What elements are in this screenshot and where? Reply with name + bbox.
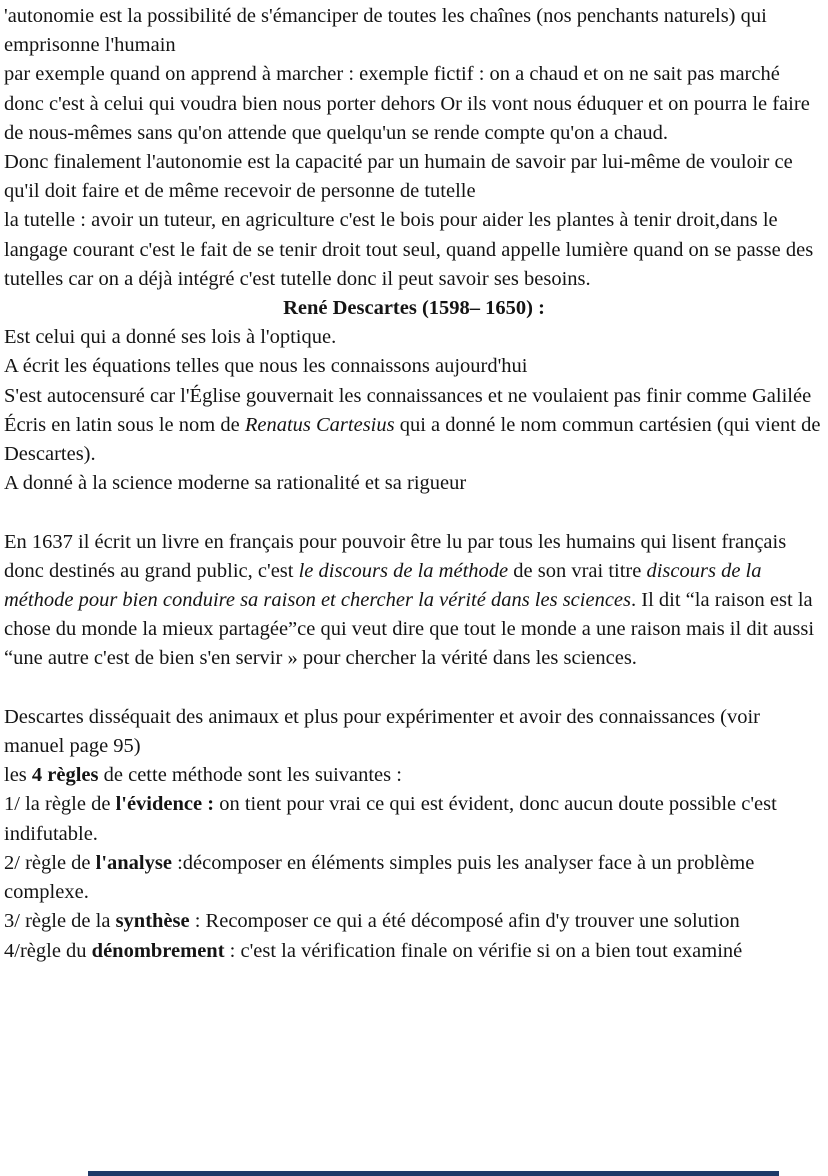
paragraph [4, 674, 824, 703]
text-run: A écrit les équations telles que nous les connaissons aujourd'hui [4, 355, 528, 378]
paragraph [4, 411, 824, 469]
paragraph [4, 352, 824, 381]
paragraph [4, 469, 824, 498]
text-run: S'est autocensuré car l'Église gouvernait les connaissances et ne voulaient pas finir comme Galilée [4, 384, 812, 407]
text-run: Donc finalement l'autonomie est la capacité par un humain de savoir par lui-même de vouloir ce qu'il doit faire et de même recevoir de personne de tutelle [4, 151, 793, 203]
text-run: Descartes disséquait des animaux et plus pour expérimenter et avoir des connaissances (voir manuel page 95) [4, 705, 760, 758]
text-run: : c'est la vérification finale on vérifie si on a bien tout examiné [224, 939, 743, 962]
text-run: Écris en latin sous le nom de [4, 413, 245, 436]
paragraph [4, 382, 824, 411]
paragraph [4, 148, 824, 206]
text-run: :décomposer en éléments simples puis les analyser face à un problème complexe. [4, 851, 755, 904]
paragraph [4, 206, 824, 294]
text-run: qui a donné le nom commun cartésien (qui vient de Descartes). [4, 413, 821, 466]
text-run: En 1637 il écrit un livre en français pour pouvoir être lu par tous les humains qui lisent français donc destinés au grand public, c'est [4, 530, 787, 582]
text-run: le discours de la méthode [298, 559, 509, 582]
text-run: : Recomposer ce qui a été décomposé afin d'y trouver une solution [189, 910, 740, 933]
horizontal-rule [88, 1171, 779, 1176]
text-run: dénombrement [91, 939, 225, 962]
text-run: de cette méthode sont les suivantes : [98, 764, 402, 787]
text-run: les [4, 764, 32, 787]
text-run: l'évidence : [115, 793, 215, 816]
text-run: 4/règle du [4, 939, 92, 962]
text-run: 2/ règle de [4, 851, 96, 874]
text-run: Renatus Cartesius [244, 413, 395, 436]
text-run: l'analyse [95, 851, 172, 874]
paragraph [4, 528, 824, 674]
paragraph [4, 60, 824, 148]
text-run: Est celui qui a donné ses lois à l'optique. [4, 326, 337, 349]
paragraph [4, 849, 824, 907]
text-run: A donné à la science moderne sa rationalité et sa rigueur [4, 472, 467, 495]
text-run: on tient pour vrai ce qui est évident, donc aucun doute possible c'est indifutable. [4, 793, 777, 845]
paragraph [4, 703, 824, 761]
paragraph [4, 761, 824, 790]
text-run: synthèse [115, 910, 190, 933]
paragraph [4, 323, 824, 352]
section-heading [4, 294, 824, 323]
text-run: discours de la méthode pour bien conduire sa raison et chercher la vérité dans les sciences [4, 559, 762, 612]
text-run: 4 règles [31, 764, 99, 787]
text-run: la tutelle : avoir un tuteur, en agriculture c'est le bois pour aider les plantes à tenir droit,dans le langage courant c'est le fait de se tenir droit tout seul, quand appelle lumière quand on se passe des tutelles car on a déjà intégré c'est tutelle donc il peut savoir ses besoins. [4, 209, 814, 290]
paragraph [4, 2, 824, 60]
text-run: . Il dit “la raison est la chose du monde la mieux partagée”ce qui veut dire que tout le monde a une raison mais il dit aussi “une autre c'est de bien s'en servir » pour chercher la vérité dans les sciences. [4, 589, 815, 670]
text-run: 'autonomie est la possibilité de s'émanciper de toutes les chaînes (nos penchants naturels) qui emprisonne l'humain [4, 5, 767, 57]
paragraph [4, 937, 824, 966]
text-run: par exemple quand on apprend à marcher : exemple fictif : on a chaud et on ne sait pas marché donc c'est à celui qui voudra bien nous porter dehors Or ils vont nous éduquer et on pourra le faire de nous-mêmes sans qu'on attende que quelqu'un se rende compte qu'on a chaud. [4, 63, 810, 144]
paragraph [4, 790, 824, 848]
text-run: René Descartes (1598– 1650) : [283, 297, 545, 320]
text-run: de son vrai titre [508, 559, 647, 582]
text-run: 3/ règle de la [4, 910, 116, 933]
paragraph [4, 498, 824, 527]
paragraph [4, 907, 824, 936]
text-run: 1/ la règle de [4, 793, 116, 816]
